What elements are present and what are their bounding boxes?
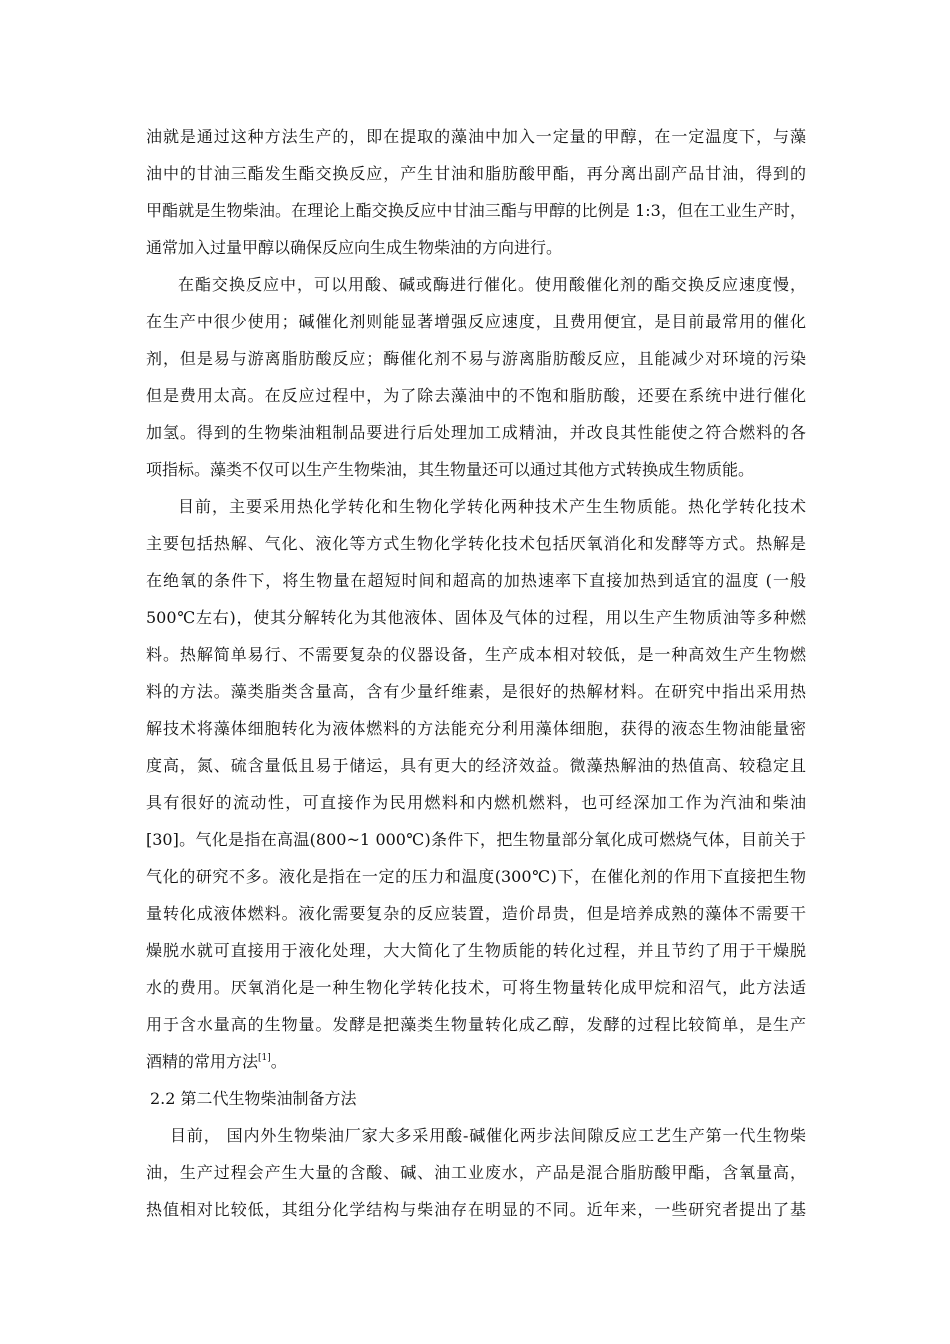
- citation-marker: [1]: [258, 1053, 271, 1063]
- text-line: 具有很好的流动性，可直接作为民用燃料和内燃机燃料，也可经深加工作为汽油和柴油: [146, 793, 806, 812]
- text-line: 热值相对比较低，其组分化学结构与柴油存在明显的不同。近年来，一些研究者提出了基: [146, 1200, 806, 1219]
- text-line: 料。热解简单易行、不需要复杂的仪器设备，生产成本相对较低，是一种高效生产生物燃: [146, 645, 806, 664]
- text-line: 量转化成液体燃料。液化需要复杂的反应装置，造价昂贵，但是培养成熟的藻体不需要干: [146, 904, 806, 923]
- text-line: 气化的研究不多。液化是指在一定的压力和温度(300℃)下，在催化剂的作用下直接把生物: [146, 867, 806, 886]
- paragraph-first-line: 目前， 国内外生物柴油厂家大多采用酸-碱催化两步法间隙反应工艺生产第一代生物柴: [170, 1126, 806, 1145]
- text-line: 甲酯就是生物柴油。在理论上酯交换反应中甘油三酯与甲醇的比例是 1:3，但在工业生产时，: [146, 201, 806, 220]
- text-line: 燥脱水就可直接用于液化处理，大大简化了生物质能的转化过程，并且节约了用于干燥脱: [146, 941, 806, 960]
- text-line: 剂，但是易与游离脂肪酸反应；酶催化剂不易与游离脂肪酸反应，且能减少对环境的污染: [146, 349, 806, 368]
- text-segment: 。: [270, 1052, 287, 1071]
- text-line: 通常加入过量甲醇以确保反应向生成生物柴油的方向进行。: [146, 238, 563, 257]
- text-line: 用于含水量高的生物量。发酵是把藻类生物量转化成乙醇，发酵的过程比较简单，是生产: [146, 1015, 806, 1034]
- text-line: 主要包括热解、气化、液化等方式生物化学转化技术包括厌氧消化和发酵等方式。热解是: [146, 534, 806, 553]
- text-line: 项指标。藻类不仅可以生产生物柴油，其生物量还可以通过其他方式转换成生物质能。: [146, 460, 755, 479]
- text-line: 油就是通过这种方法生产的，即在提取的藻油中加入一定量的甲醇，在一定温度下，与藻: [146, 127, 806, 146]
- section-heading: 2.2 第二代生物柴油制备方法: [150, 1089, 357, 1108]
- text-line: 在绝氧的条件下，将生物量在超短时间和超高的加热速率下直接加热到适宜的温度 (一般: [146, 571, 806, 590]
- text-line: 料的方法。藻类脂类含量高，含有少量纤维素，是很好的热解材料。在研究中指出采用热: [146, 682, 806, 701]
- paragraph-first-line: 在酯交换反应中，可以用酸、碱或酶进行催化。使用酸催化剂的酯交换反应速度慢，: [178, 275, 806, 294]
- text-line: 油，生产过程会产生大量的含酸、碱、油工业废水，产品是混合脂肪酸甲酯，含氧量高，: [146, 1163, 806, 1182]
- text-line: 油中的甘油三酯发生酯交换反应，产生甘油和脂肪酸甲酯，再分离出副产品甘油，得到的: [146, 164, 806, 183]
- text-line: [30]。气化是指在高温(800~1 000℃)条件下，把生物量部分氧化成可燃烧气体，目前关于: [146, 830, 806, 849]
- text-line: 解技术将藻体细胞转化为液体燃料的方法能充分利用藻体细胞，获得的液态生物油能量密: [146, 719, 806, 738]
- text-line: 500℃左右)，使其分解转化为其他液体、固体及气体的过程，用以生产生物质油等多种燃: [146, 608, 806, 627]
- text-line: 在生产中很少使用；碱催化剂则能显著增强反应速度，且费用便宜，是目前最常用的催化: [146, 312, 806, 331]
- text-line: 加氢。得到的生物柴油粗制品要进行后处理加工成精油，并改良其性能使之符合燃料的各: [146, 423, 806, 442]
- text-line: [146, 1050, 806, 1074]
- text-segment: 酒精的常用方法: [146, 1052, 259, 1071]
- paragraph-first-line: 目前，主要采用热化学转化和生物化学转化两种技术产生生物质能。热化学转化技术: [178, 497, 806, 516]
- text-line: 但是费用太高。在反应过程中，为了除去藻油中的不饱和脂肪酸，还要在系统中进行催化: [146, 386, 806, 405]
- text-line: 水的费用。厌氧消化是一种生物化学转化技术，可将生物量转化成甲烷和沼气，此方法适: [146, 978, 806, 997]
- text-line: 度高，氮、硫含量低且易于储运，具有更大的经济效益。微藻热解油的热值高、较稳定且: [146, 756, 806, 775]
